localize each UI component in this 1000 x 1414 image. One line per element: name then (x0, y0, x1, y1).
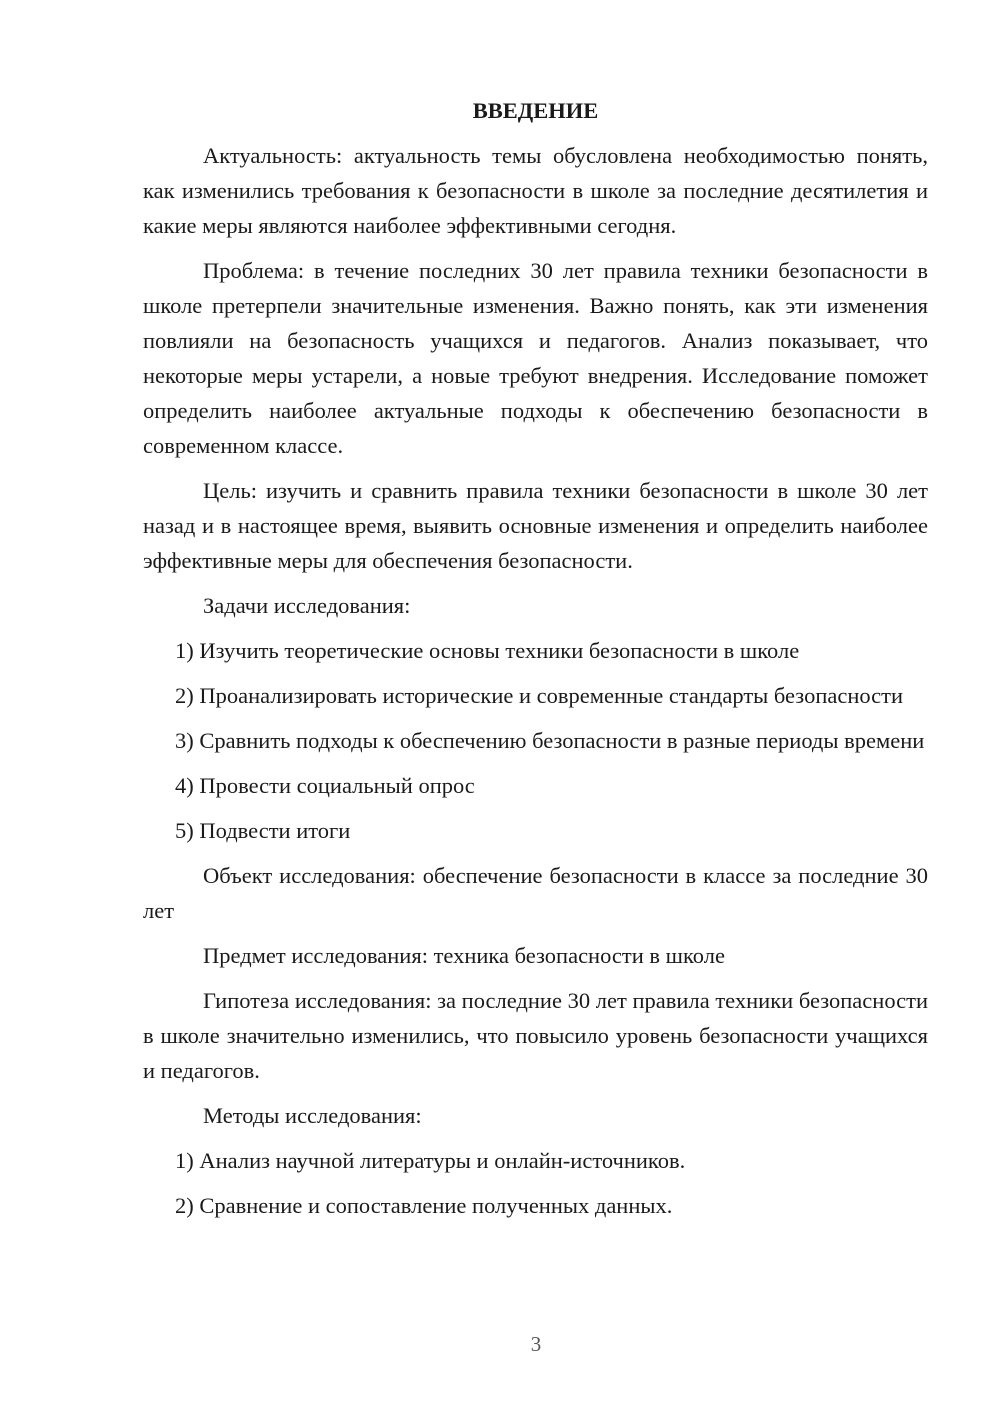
paragraph-problem: Проблема: в течение последних 30 лет правила техники безопасности в школе претерпели значительные изменения. Важно понять, как эти изменения повлияли на безопасность учащихся и педагогов. Анализ показывает, что некоторые меры устарели, а новые требуют внедрения. Исследование поможет определить наиболее актуальные подходы к обеспечению безопасности в современном классе. (143, 258, 928, 458)
methods-heading: Методы исследования: (203, 1103, 422, 1128)
page-number: 3 (530, 1332, 542, 1356)
task-item-2: 2) Проанализировать исторические и современные стандарты безопасности (175, 683, 904, 708)
task-item-1: 1) Изучить теоретические основы техники безопасности в школе (175, 638, 800, 663)
page-title: ВВЕДЕНИЕ (472, 98, 599, 123)
paragraph-goal: Цель: изучить и сравнить правила техники безопасности в школе 30 лет назад и в настоящее время, выявить основные изменения и определить наиболее эффективные меры для обеспечения безопасности. (143, 478, 928, 573)
paragraph-relevance: Актуальность: актуальность темы обусловлена необходимостью понять, как изменились требования к безопасности в школе за последние десятилетия и какие меры являются наиболее эффективными сегодня. (143, 143, 928, 238)
paragraph-object: Объект исследования: обеспечение безопасности в классе за последние 30 лет (143, 863, 928, 923)
document-page (143, 96, 928, 1223)
task-item-3: 3) Сравнить подходы к обеспечению безопасности в разные периоды времени (175, 728, 925, 753)
paragraph-hypothesis: Гипотеза исследования: за последние 30 лет правила техники безопасности в школе значительно изменились, что повысило уровень безопасности учащихся и педагогов. (143, 988, 928, 1083)
tasks-heading: Задачи исследования: (203, 593, 411, 618)
paragraph-subject: Предмет исследования: техника безопасности в школе (203, 943, 725, 968)
task-item-4: 4) Провести социальный опрос (175, 773, 475, 798)
task-item-5: 5) Подвести итоги (175, 818, 351, 843)
method-item-1: 1) Анализ научной литературы и онлайн-источников. (175, 1148, 686, 1173)
method-item-2: 2) Сравнение и сопоставление полученных данных. (175, 1193, 673, 1218)
